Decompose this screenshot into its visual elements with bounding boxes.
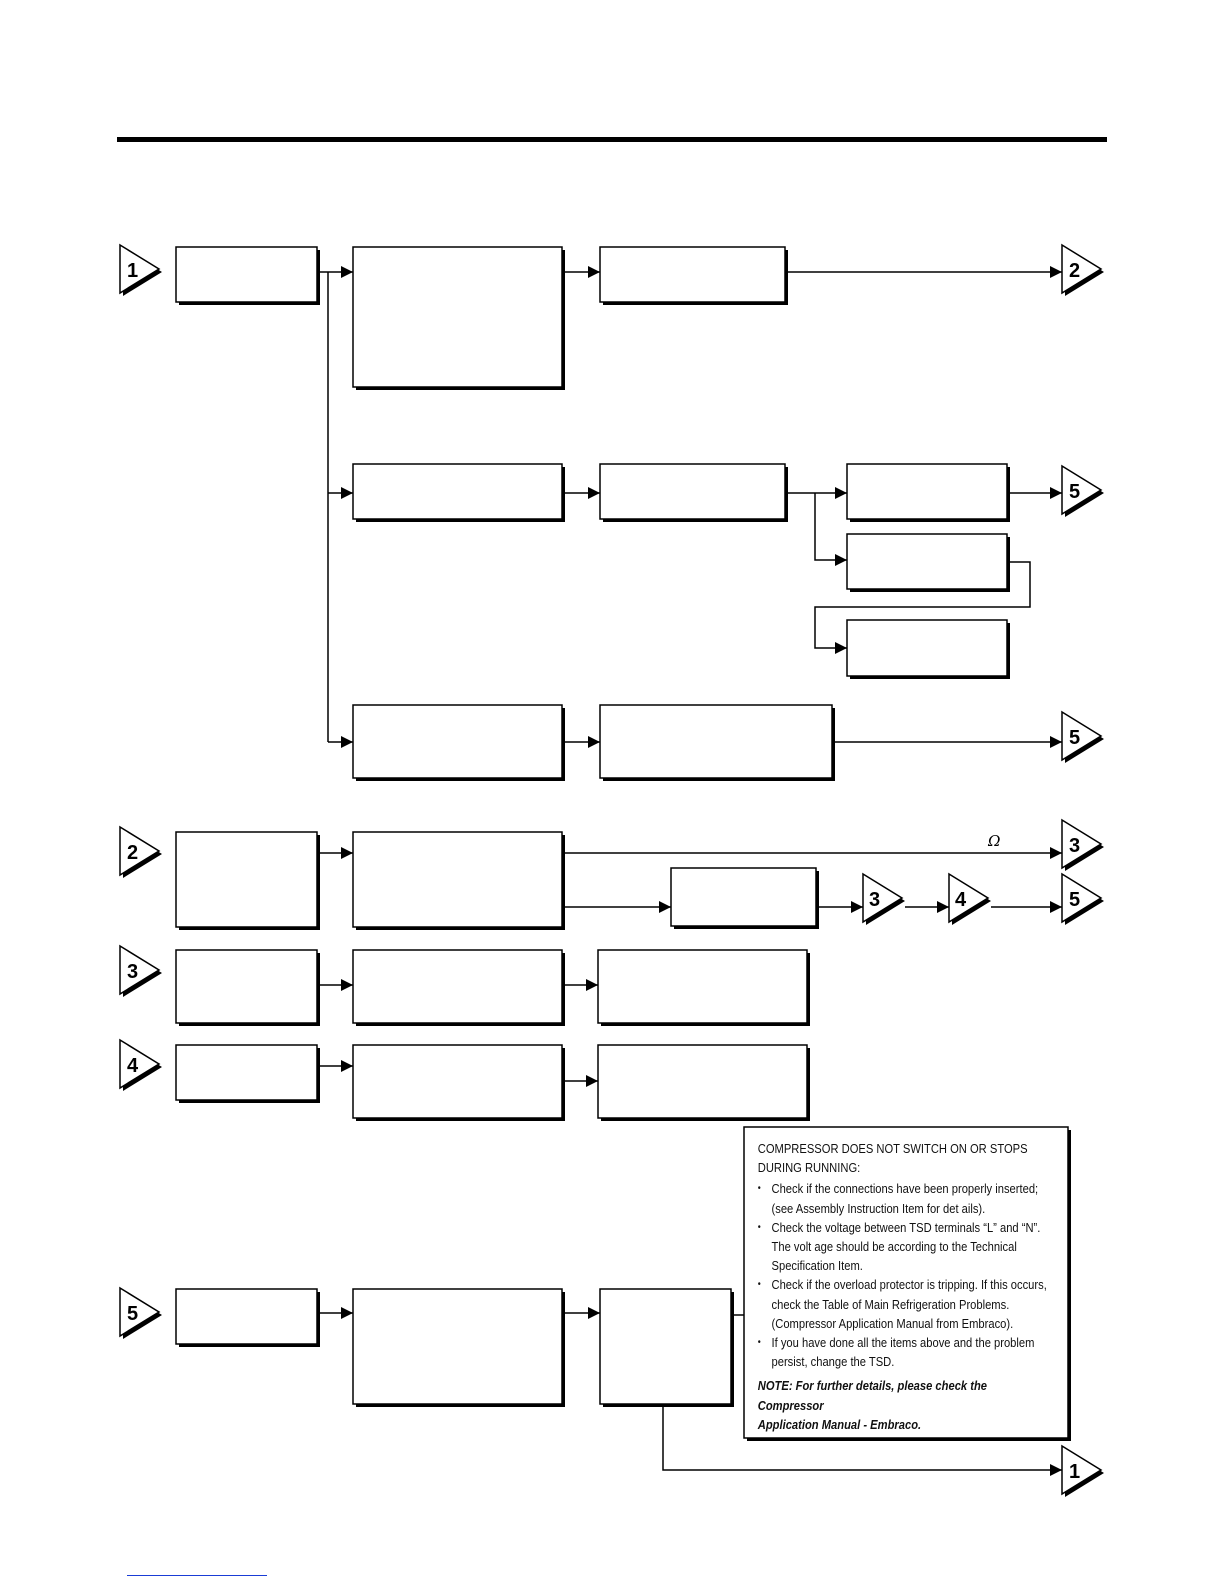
box-r1-b [353,247,565,390]
note-item-line: (Compressor Application Manual from Embraco). [771,1315,1014,1331]
header-rule [117,137,1107,142]
connector-label: 5 [1069,889,1081,911]
connector-label: 3 [869,889,881,911]
compressor-note [744,1127,1060,1432]
box-r1b-e [847,620,1010,679]
connector-row2-mid-b [949,874,991,925]
note-footer-line1: NOTE: For further details, please check the Compressor [757,1378,988,1413]
box-r1b-d [847,534,1010,592]
note-item-line: Check the voltage between TSD terminals “L” and “N”. [771,1219,1041,1235]
box-r1-c [600,247,788,305]
note-item [758,1275,1048,1333]
connector-label: 1 [127,260,139,282]
connector-label: 5 [1069,727,1081,749]
connector-row5-in [120,1288,162,1339]
connector-row2-out-bottom [1062,874,1104,925]
connector-row1-out-mid [1062,466,1104,517]
box-r3-b [353,950,565,1026]
connector-row1-out-top [1062,245,1104,296]
resistance-symbol: Ω [988,832,1001,850]
box-r1b-c [847,464,1010,522]
box-r5-a [176,1289,320,1347]
connector-label: 5 [127,1303,139,1325]
note-item [758,1218,1048,1276]
box-r1b-a [353,464,565,522]
box-r2-c [671,868,819,929]
note-item-line: persist, change the TSD. [771,1354,895,1370]
box-r1c-a [353,705,565,781]
box-r3-c [598,950,810,1026]
connector-label: 2 [1069,260,1081,282]
note-heading-line1: COMPRESSOR DOES NOT SWITCH ON OR STOPS [757,1141,1028,1156]
connector-label: 3 [127,961,139,983]
note-list [758,1179,1048,1371]
connector-label: 3 [1069,835,1081,857]
note-item-line: The volt age should be according to the Technical [771,1239,1017,1255]
connector-row2-in [120,827,162,878]
box-r2-b [353,832,565,930]
connector-row1-in [120,245,162,296]
box-r5-c [600,1289,734,1407]
connector-label: 2 [127,842,139,864]
box-r1c-b [600,705,835,781]
note-item-line: If you have done all the items above and the problem [771,1335,1035,1351]
box-r5-b [353,1289,565,1407]
connector-label: 4 [955,889,967,911]
note-item [758,1333,1048,1371]
note-footer-line2: Application Manual - Embraco. [757,1416,922,1432]
note-item-line: Specification Item. [771,1258,863,1274]
box-r4-c [598,1045,810,1121]
connector-label: 5 [1069,481,1081,503]
connector-row2-out-top [1062,820,1104,871]
note-item-line: (see Assembly Instruction Item for det ails). [771,1200,986,1216]
note-item [758,1179,1048,1217]
connector-row3-in [120,946,162,997]
connector-row2-mid-a [863,874,905,925]
box-r1b-b [600,464,788,522]
note-item-line: Check if the connections have been properly inserted; [771,1181,1039,1197]
connector-row1-out-low [1062,712,1104,763]
note-item-line: Check if the overload protector is tripping. If this occurs, [771,1277,1047,1293]
footer-link-underline[interactable] [127,1575,267,1576]
box-r3-a [176,950,320,1026]
connector-label: 1 [1069,1461,1081,1483]
box-r4-b [353,1045,565,1121]
connector-row4-in [120,1040,162,1091]
connector-row5-out [1062,1446,1104,1497]
box-r4-a [176,1045,320,1103]
arrow-r1b-b-d [815,493,847,560]
note-item-line: check the Table of Main Refrigeration Problems. [771,1296,1010,1312]
box-r2-a [176,832,320,930]
box-r1-a [176,247,320,305]
connector-label: 4 [127,1055,139,1077]
note-heading-line2: DURING RUNNING: [757,1160,861,1176]
